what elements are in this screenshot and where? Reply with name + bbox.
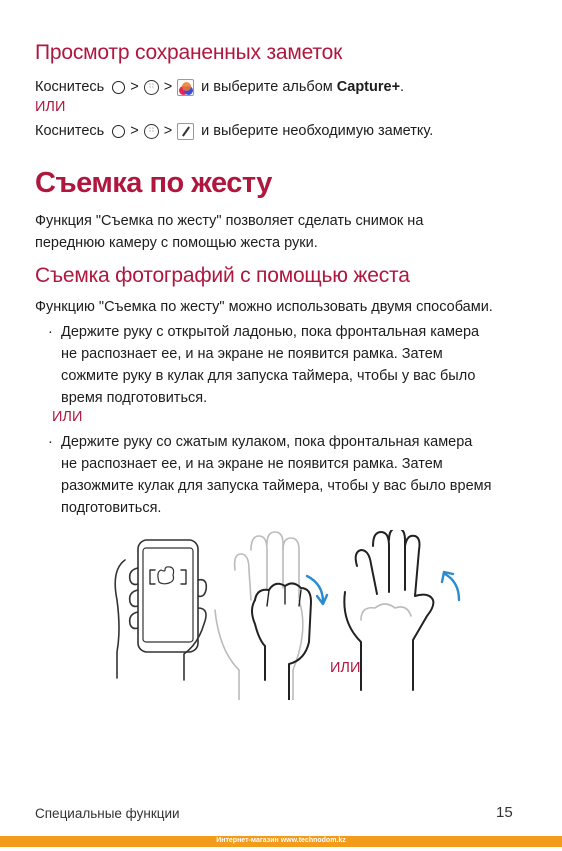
intro-line: переднюю камеру с помощью жеста руки. xyxy=(35,235,318,251)
home-circle-icon xyxy=(112,125,125,138)
intro-line: Функция "Съемка по жесту" позволяет сделать снимок на xyxy=(35,213,424,229)
gesture-intro xyxy=(35,210,423,254)
apps-icon: ∷ xyxy=(144,80,159,95)
section-title-gesture-photo: Съемка фотографий с помощью жеста xyxy=(35,264,410,287)
list-item-line: Держите руку с открытой ладонью, пока фронтальная камера xyxy=(61,324,480,340)
gallery-icon xyxy=(177,79,194,96)
list-item-line: разожмите кулак для запуска таймера, чтобы у вас было время xyxy=(61,478,492,494)
separator: > xyxy=(130,79,139,95)
fist-icon xyxy=(252,583,311,700)
instruction-suffix: и выберите альбом xyxy=(201,79,333,95)
instruction-prefix: Коснитесь xyxy=(35,79,105,95)
bullet-mark: · xyxy=(48,434,53,450)
list-item-line: не распознает ее, и на экране не появится рамка. Затем xyxy=(61,456,443,472)
list-item-line: подготовиться. xyxy=(61,500,162,516)
qmemo-icon xyxy=(177,123,194,140)
list-item-line: не распознает ее, и на экране не появится рамка. Затем xyxy=(61,346,443,362)
instruction-suffix: и выберите необходимую заметку. xyxy=(201,123,434,139)
album-name: Capture+ xyxy=(336,79,401,95)
instruction-prefix: Коснитесь xyxy=(35,123,105,139)
list-item-2 xyxy=(61,431,491,519)
footer-section-name: Специальные функции xyxy=(35,806,180,821)
phone-in-hand-icon xyxy=(115,540,206,680)
separator: > xyxy=(163,123,173,139)
gesture-lead: Функцию "Съемка по жесту" можно использовать двумя способами. xyxy=(35,299,493,315)
period: . xyxy=(400,79,405,95)
section-title-gesture: Съемка по жесту xyxy=(35,167,272,199)
list-item-line: время подготовиться. xyxy=(61,390,208,406)
instruction-line-2 xyxy=(35,120,433,142)
illustration-or-label: ИЛИ xyxy=(330,660,361,676)
separator: > xyxy=(163,79,173,95)
apps-icon: ∷ xyxy=(144,124,159,139)
list-item-line: Держите руку со сжатым кулаком, пока фронтальная камера xyxy=(61,434,473,450)
section-title-view-notes: Просмотр сохраненных заметок xyxy=(35,41,343,64)
gesture-illustration xyxy=(95,530,475,700)
fist-outline-icon xyxy=(361,604,411,620)
list-item-1 xyxy=(61,321,479,409)
separator: > xyxy=(130,123,139,139)
bullet-mark: · xyxy=(48,324,53,340)
list-item-line: сожмите руку в кулак для запуска таймера, чтобы у вас было xyxy=(61,368,476,384)
page-number: 15 xyxy=(496,804,513,821)
store-banner: Интернет-магазин www.technodom.kz xyxy=(0,836,562,847)
or-label: ИЛИ xyxy=(52,409,83,425)
rotate-arrow-icon xyxy=(445,574,459,600)
or-label: ИЛИ xyxy=(35,99,66,115)
instruction-line-1 xyxy=(35,76,404,98)
rotate-arrow-icon xyxy=(307,576,323,602)
home-circle-icon xyxy=(112,81,125,94)
